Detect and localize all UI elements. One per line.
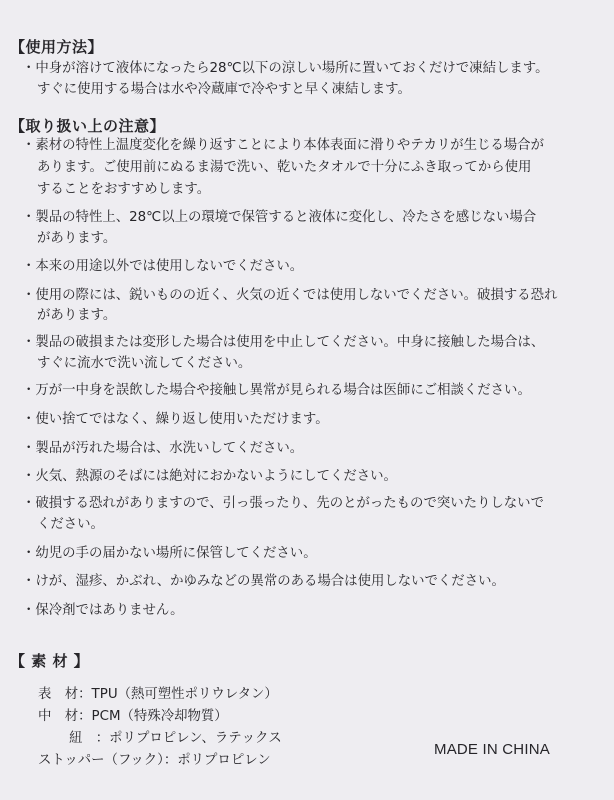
caution-line: ・万が一中身を誤飲した場合や接触し異常が見られる場合は医師にご相談ください。 bbox=[22, 383, 531, 398]
caution-line: することをおすすめします。 bbox=[37, 182, 211, 197]
caution-line: ・使用の際には、鋭いものの近く、火気の近くでは使用しないでください。破損する恐れ bbox=[22, 288, 558, 303]
material-stopper: ストッパー（フック）：ポリプロピレン bbox=[38, 753, 271, 768]
caution-line: ・製品の特性上、28℃以上の環境で保管すると液体に変化し、冷たさを感じない場合 bbox=[22, 210, 537, 225]
caution-line: ・製品が汚れた場合は、水洗いしてください。 bbox=[22, 441, 304, 456]
caution-line: があります。 bbox=[37, 308, 117, 323]
caution-line: ・幼児の手の届かない場所に保管してください。 bbox=[22, 546, 317, 561]
caution-line: があります。 bbox=[37, 231, 117, 246]
usage-line: ・中身が溶けて液体になったら28℃以下の涼しい場所に置いておくだけで凍結します。 bbox=[22, 61, 549, 76]
materials-heading: 【 素 材 】 bbox=[10, 652, 90, 670]
material-core: 中 材：PCM（特殊冷却物質） bbox=[38, 709, 228, 724]
caution-line: ・火気、熱源のそばには絶対におかないようにしてください。 bbox=[22, 469, 397, 484]
caution-line: ・破損する恐れがありますので、引っ張ったり、先のとがったもので突いたりしないで bbox=[22, 496, 544, 511]
usage-line: すぐに使用する場合は水や冷蔵庫で冷やすと早く凍結します。 bbox=[37, 82, 411, 97]
caution-line: あります。ご使用前にぬるま湯で洗い、乾いたタオルで十分にふき取ってから使用 bbox=[37, 160, 532, 175]
material-string: 紐 ：ポリプロピレン、ラテックス bbox=[69, 731, 282, 746]
caution-line: ・製品の破損または変形した場合は使用を中止してください。中身に接触した場合は、 bbox=[22, 335, 545, 350]
caution-line: ください。 bbox=[37, 517, 104, 532]
caution-line: ・素材の特性上温度変化を繰り返すことにより本体表面に滑りやテカリが生じる場合が bbox=[22, 138, 544, 153]
material-surface: 表 材：TPU（熱可塑性ポリウレタン） bbox=[38, 687, 278, 702]
caution-line: ・保冷剤ではありません。 bbox=[22, 603, 184, 618]
caution-line: すぐに流水で洗い流してください。 bbox=[37, 356, 252, 371]
origin-label: MADE IN CHINA bbox=[434, 741, 550, 758]
caution-line: ・使い捨てではなく、繰り返し使用いただけます。 bbox=[22, 412, 329, 427]
usage-heading: 【使用方法】 bbox=[10, 38, 104, 56]
caution-line: ・けが、湿疹、かぶれ、かゆみなどの異常のある場合は使用しないでください。 bbox=[22, 574, 505, 589]
caution-line: ・本来の用途以外では使用しないでください。 bbox=[22, 259, 304, 274]
cautions-heading: 【取り扱い上の注意】 bbox=[10, 117, 166, 135]
